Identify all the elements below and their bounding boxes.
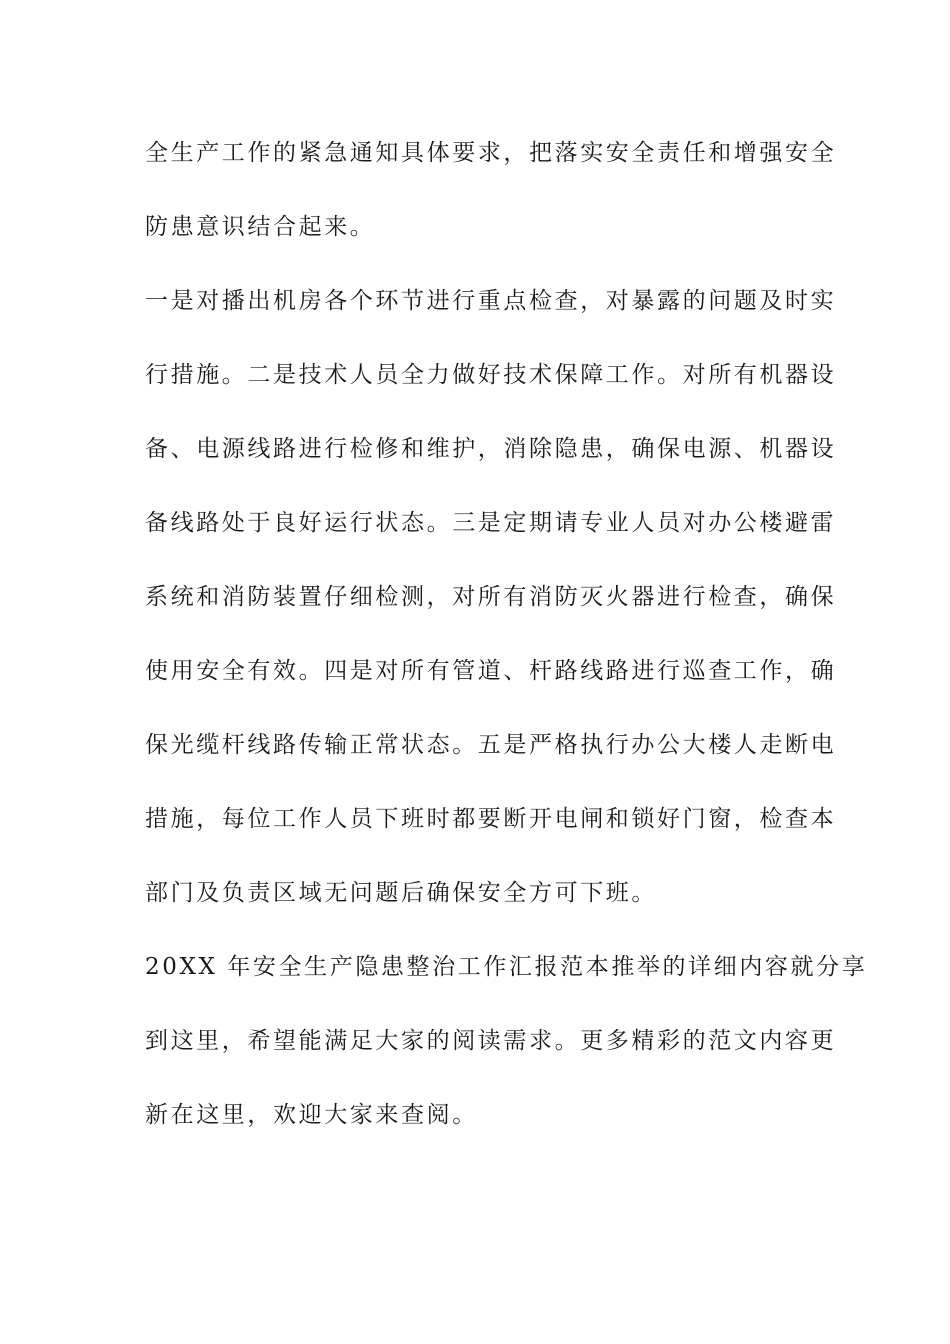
text-line: 20XX 年安全生产隐患整治工作汇报范本推举的详细内容就分享 xyxy=(145,954,868,980)
text-line: 新在这里，欢迎大家来查阅。 xyxy=(145,1102,478,1128)
text-line: 防患意识结合起来。 xyxy=(145,214,376,240)
text-line: 保光缆杆线路传输正常状态。五是严格执行办公大楼人走断电 xyxy=(145,732,837,758)
text-line: 系统和消防装置仔细检测，对所有消防灭火器进行检查，确保 xyxy=(145,584,837,610)
text-line: 部门及负责区域无问题后确保安全方可下班。 xyxy=(145,880,657,906)
text-line: 一是对播出机房各个环节进行重点检查，对暴露的问题及时实 xyxy=(145,288,837,314)
text-line: 到这里，希望能满足大家的阅读需求。更多精彩的范文内容更 xyxy=(145,1028,837,1054)
text-line: 措施，每位工作人员下班时都要断开电闸和锁好门窗，检查本 xyxy=(145,806,837,832)
text-line: 备线路处于良好运行状态。三是定期请专业人员对办公楼避雷 xyxy=(145,510,837,536)
text-line: 全生产工作的紧急通知具体要求，把落实安全责任和增强安全 xyxy=(145,140,837,166)
text-line: 使用安全有效。四是对所有管道、杆路线路进行巡查工作，确 xyxy=(145,658,837,684)
document-body xyxy=(145,125,868,1161)
text-line: 行措施。二是技术人员全力做好技术保障工作。对所有机器设 xyxy=(145,362,837,388)
text-line: 备、电源线路进行检修和维护，消除隐患，确保电源、机器设 xyxy=(145,436,837,462)
